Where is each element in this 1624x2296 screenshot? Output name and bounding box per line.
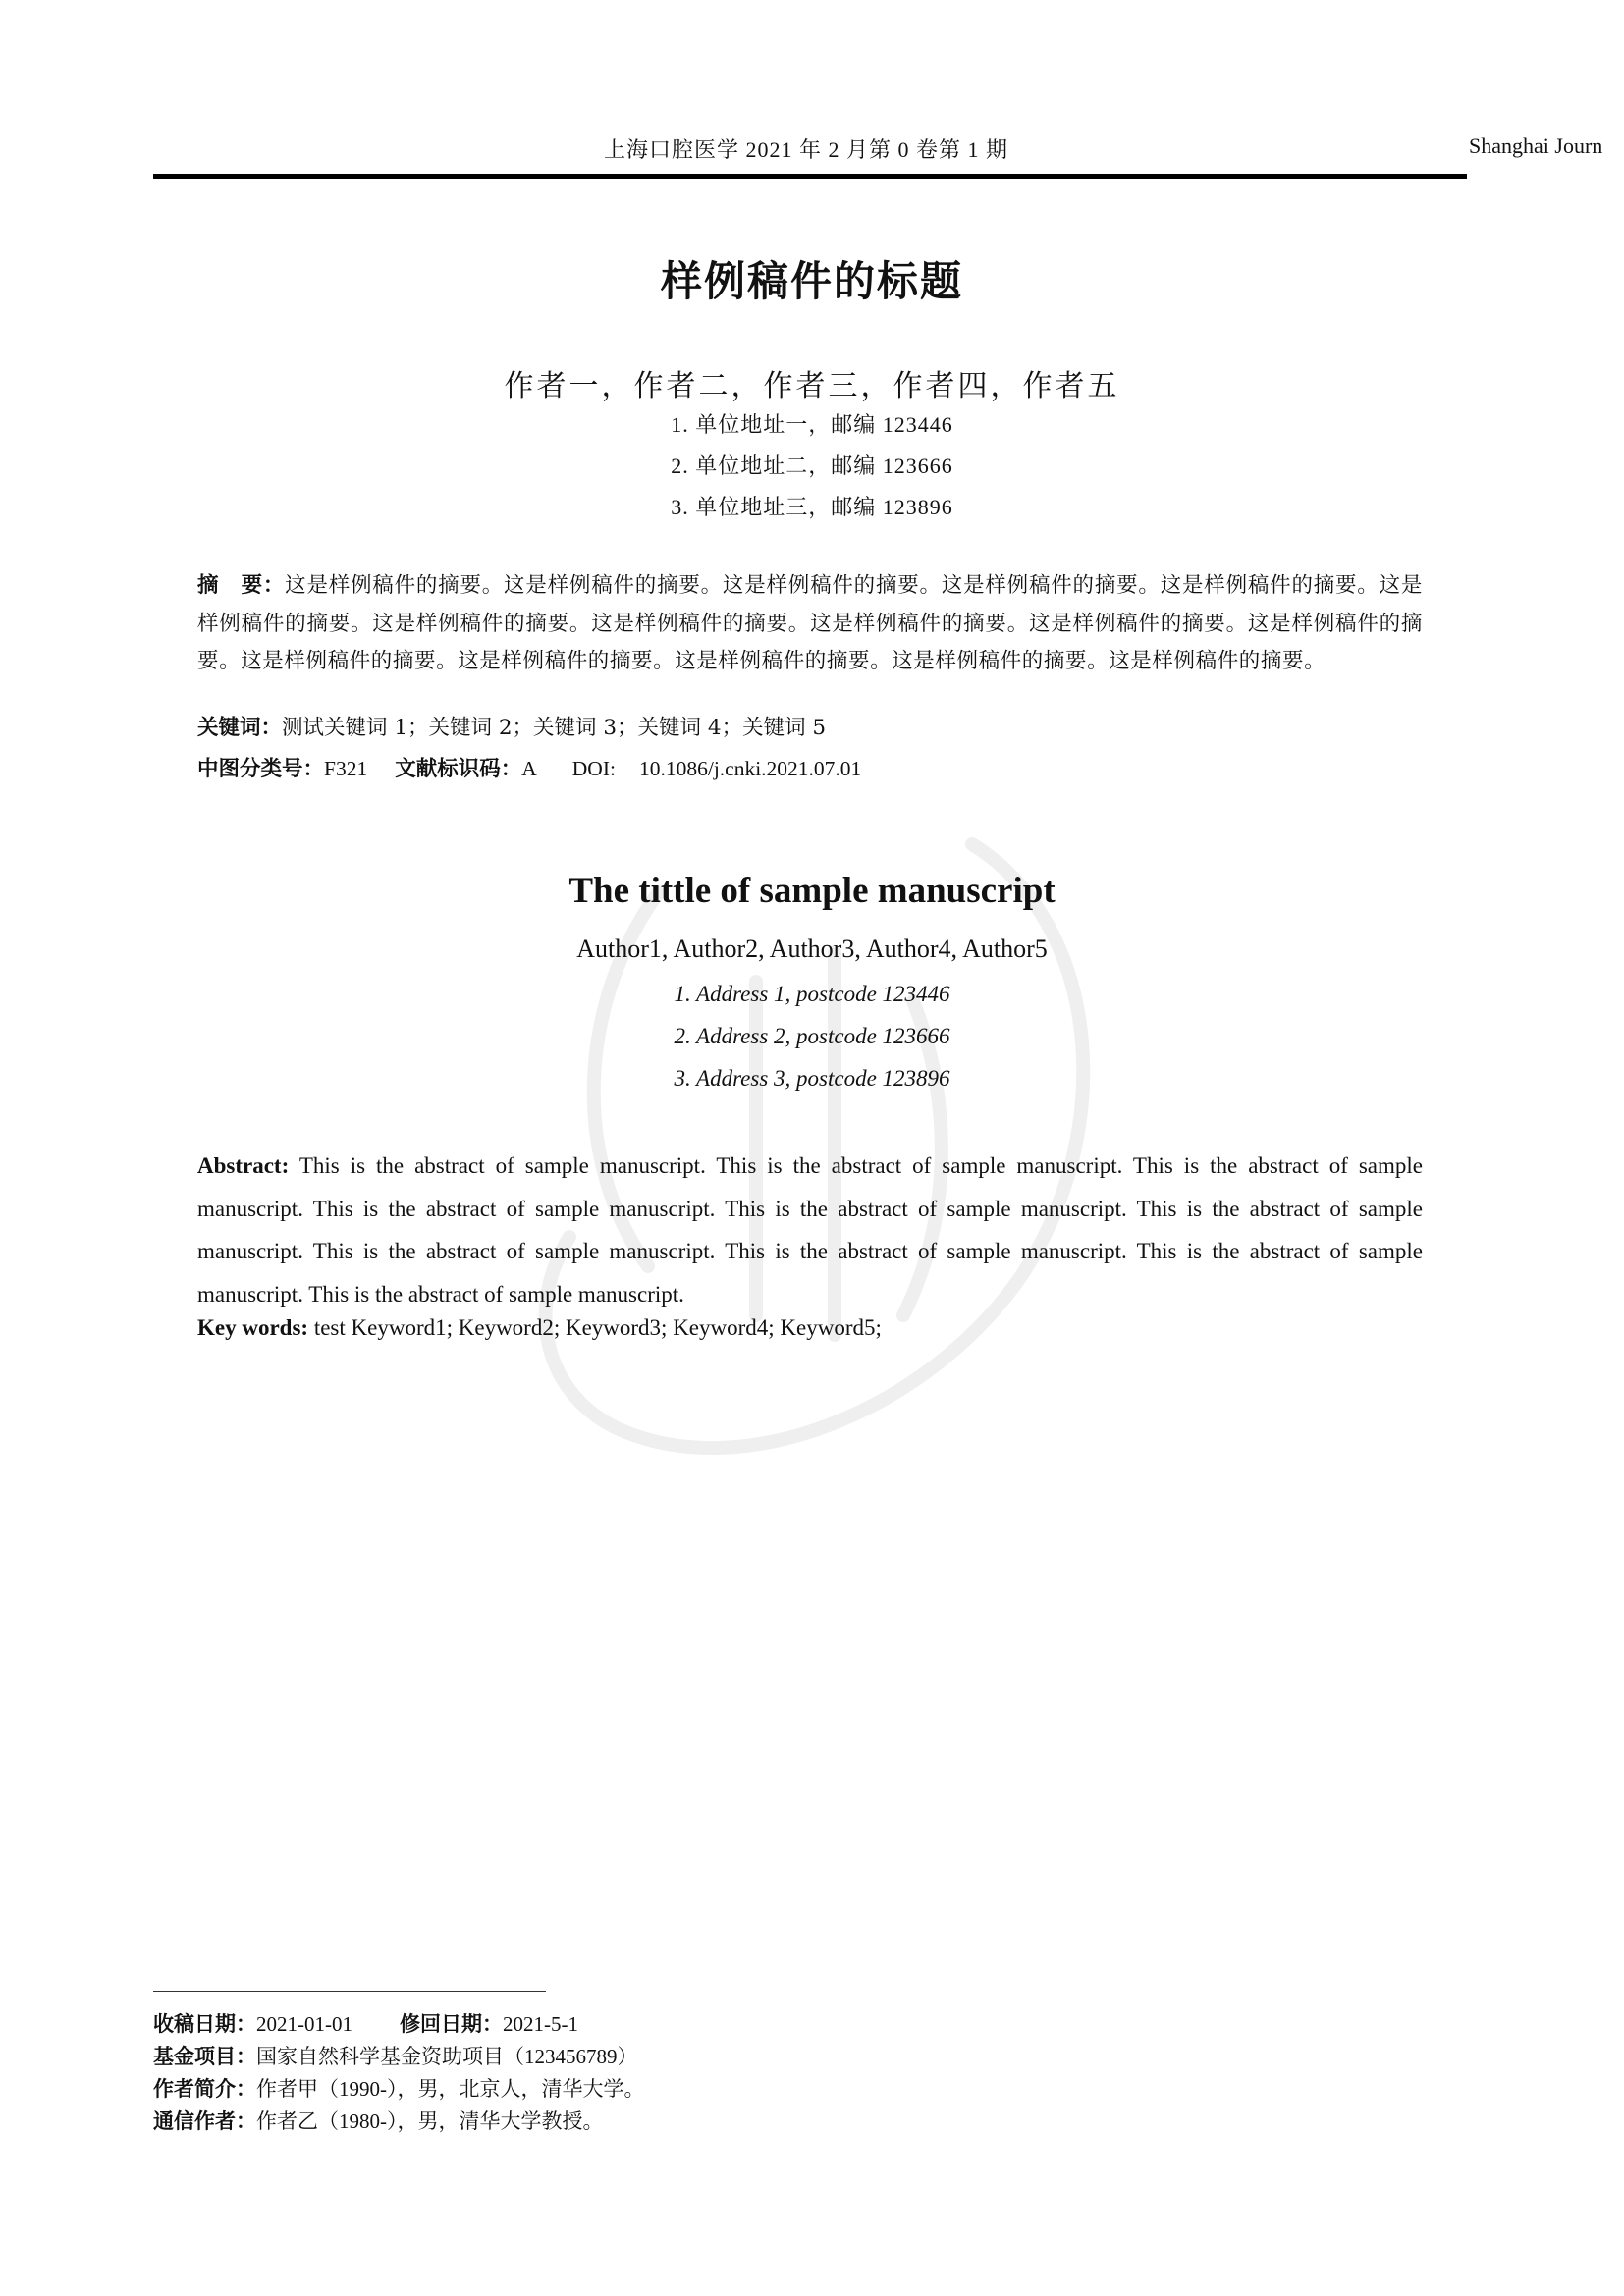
abstract-en-label: Abstract: <box>197 1153 290 1178</box>
affiliation-en-3: 3. Address 3, postcode 123896 <box>674 1066 950 1091</box>
corresponding-value: 作者乙（1980-），男，清华大学教授。 <box>256 2109 604 2133</box>
revised-value: 2021-5-1 <box>503 2012 578 2036</box>
footnote-dates <box>153 2008 578 2038</box>
class-number-label: 中图分类号： <box>197 757 325 781</box>
keywords-cn-label: 关键词： <box>197 716 283 740</box>
fund-value: 国家自然科学基金资助项目（123456789） <box>256 2045 638 2068</box>
affiliation-cn-3: 3. 单位地址三，邮编 123896 <box>671 495 953 519</box>
keywords-en <box>197 1315 1423 1341</box>
keywords-en-label: Key words: <box>197 1315 309 1340</box>
doc-code-value: A <box>521 757 537 780</box>
paper-title-cn: 样例稿件的标题 <box>660 257 963 305</box>
author-list-en: Author1, Author2, Author3, Author4, Author5 <box>576 934 1048 963</box>
author-bio-label: 作者简介： <box>153 2077 256 2101</box>
corresponding-label: 通信作者： <box>153 2109 256 2133</box>
doi-value: 10.1086/j.cnki.2021.07.01 <box>638 757 862 780</box>
class-number-value: F321 <box>324 757 368 780</box>
fund-label: 基金项目： <box>153 2045 256 2068</box>
running-header-journal: 上海口腔医学 2021 年 2 月第 0 卷第 1 期 <box>603 137 1008 162</box>
received-label: 收稿日期： <box>153 2012 256 2036</box>
keywords-en-text: test Keyword1; Keyword2; Keyword3; Keyword4; Keyword5; <box>313 1315 882 1340</box>
footnote-rule <box>153 1991 546 1992</box>
keywords-cn-text: 测试关键词 1；关键词 2；关键词 3；关键词 4；关键词 5 <box>282 716 827 740</box>
affiliation-cn-2: 2. 单位地址二，邮编 123666 <box>671 454 953 478</box>
doc-code-label: 文献标识码： <box>395 757 522 781</box>
affiliation-en-1: 1. Address 1, postcode 123446 <box>674 982 950 1006</box>
abstract-cn-text: 这是样例稿件的摘要。这是样例稿件的摘要。这是样例稿件的摘要。这是样例稿件的摘要。这是样例稿件的摘要。这是样例稿件的摘要。这是样例稿件的摘要。这是样例稿件的摘要。这是样例稿件的摘要。这是样例稿件的摘要。这是样例稿件的摘要。这是样例稿件的摘要。这是样例稿件的摘要。这是样例稿件的摘要。这是样例稿件的摘要。这是样例稿件的摘要。 <box>197 573 1423 673</box>
received-value: 2021-01-01 <box>256 2012 352 2036</box>
header-rule <box>153 174 1467 179</box>
running-header-journal-en: Shanghai Journ <box>1469 133 1603 158</box>
keywords-cn <box>197 710 1423 748</box>
footnote-author-bio <box>153 2073 645 2103</box>
footnote-fund <box>153 2041 638 2070</box>
affiliation-en-2: 2. Address 2, postcode 123666 <box>674 1024 950 1048</box>
abstract-en <box>197 1145 1423 1315</box>
classification-line <box>197 750 1423 789</box>
author-list-cn: 作者一，作者二，作者三，作者四，作者五 <box>504 369 1120 403</box>
affiliation-cn-1: 1. 单位地址一，邮编 123446 <box>671 412 953 437</box>
doi-label: DOI: <box>571 757 616 780</box>
abstract-en-text: This is the abstract of sample manuscript. This is the abstract of sample manuscript. This is the abstract of sample manuscript. This is the abstract of sample manuscript. This is the abstract of sample manuscript. This is the abstract of sample manuscript. This is the abstract of sample manuscript. This is the abstract of sample manuscript. This is the abstract of sample manuscript. This is the abstract of sample manuscript. <box>197 1153 1423 1307</box>
footnote-corresponding <box>153 2106 604 2135</box>
paper-title-en: The tittle of sample manuscript <box>568 871 1056 911</box>
abstract-cn <box>197 567 1423 681</box>
abstract-cn-label: 摘 要： <box>197 573 286 598</box>
revised-label: 修回日期： <box>400 2012 503 2036</box>
author-bio-value: 作者甲（1990-），男，北京人，清华大学。 <box>256 2077 645 2101</box>
